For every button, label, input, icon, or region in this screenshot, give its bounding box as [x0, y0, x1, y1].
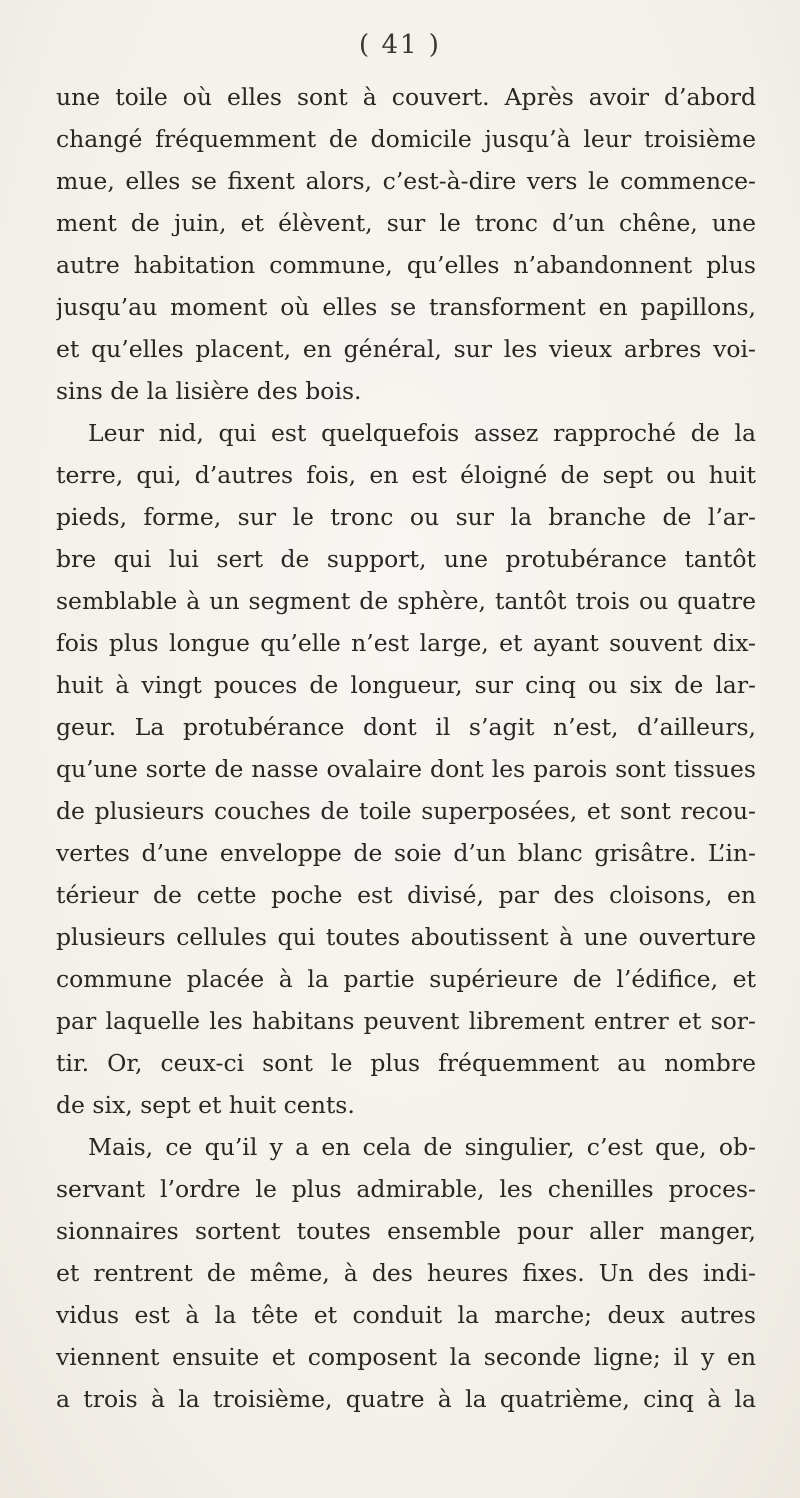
page-number: ( 41 ): [359, 30, 441, 60]
text-line: geur. La protubérance dont il s’agit n’est, d’ailleurs,: [56, 713, 756, 741]
text-line: par laquelle les habitans peuvent librement entrer et sor-: [56, 1007, 756, 1035]
text-line: vertes d’une enveloppe de soie d’un blanc grisâtre. L’in-: [56, 839, 756, 867]
text-line: mue, elles se fixent alors, c’est-à-dire vers le commence-: [56, 167, 756, 195]
text-line: vidus est à la tête et conduit la marche; deux autres: [56, 1301, 756, 1329]
text-line: sionnaires sortent toutes ensemble pour aller manger,: [56, 1217, 756, 1245]
text-line: sins de la lisière des bois.: [56, 377, 362, 405]
text-line: terre, qui, d’autres fois, en est éloigné de sept ou huit: [56, 461, 756, 489]
text-line: ment de juin, et élèvent, sur le tronc d’un chêne, une: [56, 209, 756, 237]
text-line: de plusieurs couches de toile superposées, et sont recou-: [56, 797, 756, 825]
text-line: viennent ensuite et composent la seconde ligne; il y en: [56, 1343, 756, 1371]
body-text: [56, 76, 756, 1420]
text-line: jusqu’au moment où elles se transforment en papillons,: [56, 293, 756, 321]
text-line: a trois à la troisième, quatre à la quatrième, cinq à la: [56, 1385, 756, 1413]
text-line: pieds, forme, sur le tronc ou sur la branche de l’ar-: [56, 503, 756, 531]
text-line: commune placée à la partie supérieure de l’édifice, et: [56, 965, 756, 993]
text-line: tir. Or, ceux-ci sont le plus fréquemment au nombre: [56, 1049, 756, 1077]
text-line: autre habitation commune, qu’elles n’abandonnent plus: [56, 251, 756, 279]
text-line: une toile où elles sont à couvert. Après avoir d’abord: [56, 83, 756, 111]
text-line: plusieurs cellules qui toutes aboutissent à une ouverture: [56, 923, 756, 951]
text-line: de six, sept et huit cents.: [56, 1091, 355, 1119]
text-line: servant l’ordre le plus admirable, les chenilles proces-: [56, 1175, 756, 1203]
text-line: et rentrent de même, à des heures fixes. Un des indi-: [56, 1259, 756, 1287]
text-line: et qu’elles placent, en général, sur les vieux arbres voi-: [56, 335, 756, 363]
text-line: Leur nid, qui est quelquefois assez rapproché de la: [88, 419, 756, 447]
text-line: bre qui lui sert de support, une protubérance tantôt: [56, 545, 756, 573]
text-line: fois plus longue qu’elle n’est large, et ayant souvent dix-: [56, 629, 756, 657]
text-line: huit à vingt pouces de longueur, sur cinq ou six de lar-: [56, 671, 756, 699]
text-line: qu’une sorte de nasse ovalaire dont les parois sont tissues: [56, 755, 756, 783]
text-line: semblable à un segment de sphère, tantôt trois ou quatre: [56, 587, 756, 615]
text-line: térieur de cette poche est divisé, par des cloisons, en: [56, 881, 756, 909]
text-line: Mais, ce qu’il y a en cela de singulier, c’est que, ob-: [88, 1133, 756, 1161]
text-line: changé fréquemment de domicile jusqu’à leur troisième: [56, 125, 756, 153]
